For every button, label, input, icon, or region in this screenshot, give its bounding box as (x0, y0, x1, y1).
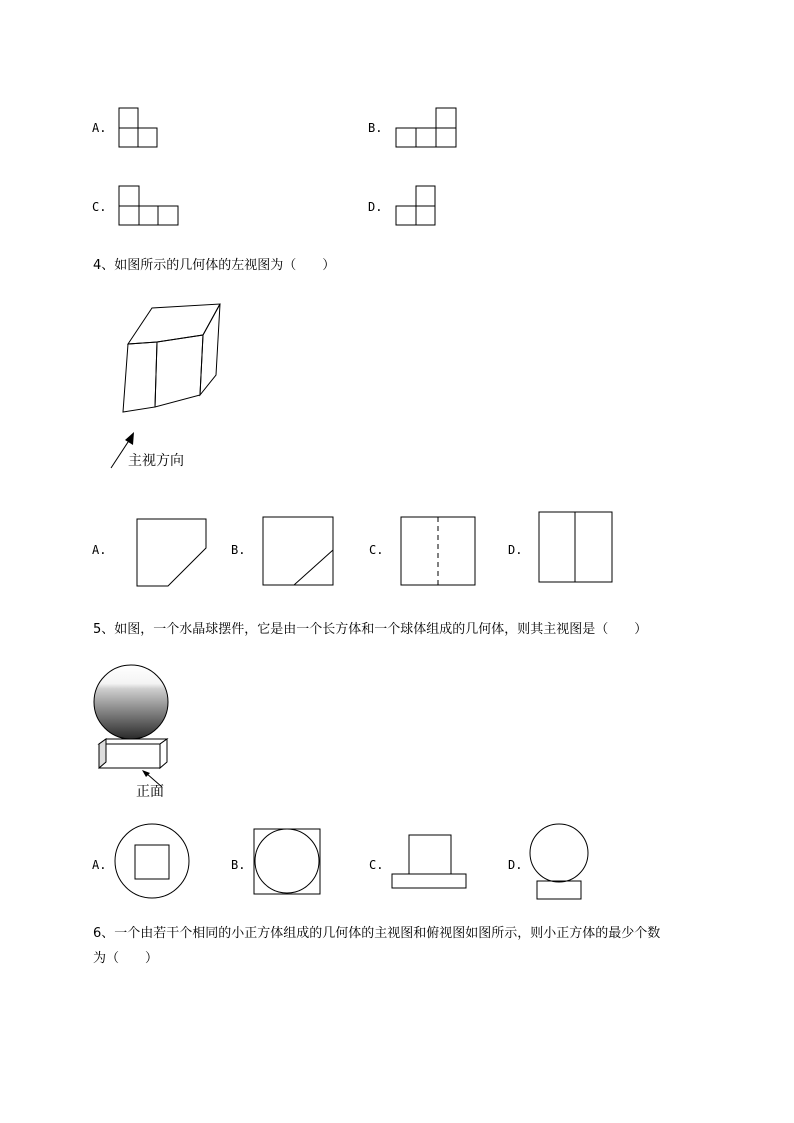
square-cell (416, 128, 436, 147)
solid-front-face (123, 342, 157, 412)
crystal-ball (94, 665, 168, 739)
cuboid-base (99, 739, 167, 768)
q5-figure-caption: 正面 (136, 784, 164, 800)
square-cell (119, 128, 138, 147)
q3-option-c-label: C. (92, 200, 107, 214)
square-cell (396, 128, 416, 147)
q4-option-a-figure[interactable] (136, 518, 208, 588)
q5-option-a-label: A. (92, 858, 107, 872)
q4-option-d-label: D. (508, 543, 523, 557)
q4-option-d-figure[interactable] (538, 511, 614, 584)
square-cell (139, 206, 158, 225)
q4-question-text: 4、如图所示的几何体的左视图为（ ） (93, 258, 336, 273)
q3-option-d-label: D. (368, 200, 383, 214)
q6-question-line2: 为（ ） (93, 951, 159, 966)
q5-option-a-figure[interactable] (114, 823, 192, 901)
q5-option-d-figure[interactable] (529, 823, 591, 901)
q6-question-line1: 6、一个由若干个相同的小正方体组成的几何体的主视图和俯视图如图所示，则小正方体的最少个数 (93, 926, 661, 941)
q4-option-c-figure[interactable] (400, 516, 477, 587)
q5-crystal-ball-figure (92, 663, 174, 775)
q5-option-c-figure[interactable] (391, 834, 468, 891)
q4-option-b-label: B. (231, 543, 246, 557)
square-cell (119, 206, 139, 225)
square-cell (138, 128, 157, 147)
square-cell (119, 108, 138, 128)
q5-option-d-label: D. (508, 858, 523, 872)
solid-back-face (200, 304, 220, 395)
q4-option-b-figure[interactable] (262, 516, 335, 587)
q3-option-d-figure[interactable] (395, 185, 437, 227)
square-cell (119, 186, 139, 206)
square-cell (436, 108, 456, 128)
q4-option-c-label: C. (369, 543, 384, 557)
solid-top-face (128, 304, 220, 344)
q3-option-a-label: A. (92, 121, 107, 135)
q4-figure-caption: 主视方向 (128, 453, 184, 469)
square-cell (158, 206, 178, 225)
square-cell (416, 206, 435, 225)
square-cell (396, 206, 416, 225)
q3-option-b-figure[interactable] (395, 107, 458, 149)
q5-option-b-figure[interactable] (253, 828, 321, 895)
square-cell (436, 128, 456, 147)
q3-option-c-figure[interactable] (118, 185, 180, 227)
solid-side-face (155, 335, 203, 407)
square-cell (416, 186, 435, 206)
q3-option-a-figure[interactable] (118, 107, 160, 149)
q5-option-b-label: B. (231, 858, 246, 872)
q5-question-text: 5、如图，一个水晶球摆件，它是由一个长方体和一个球体组成的几何体，则其主视图是（ ） (93, 622, 648, 637)
q3-option-b-label: B. (368, 121, 383, 135)
q4-solid-figure (108, 300, 228, 475)
q5-option-c-label: C. (369, 858, 384, 872)
q4-option-a-label: A. (92, 543, 107, 557)
